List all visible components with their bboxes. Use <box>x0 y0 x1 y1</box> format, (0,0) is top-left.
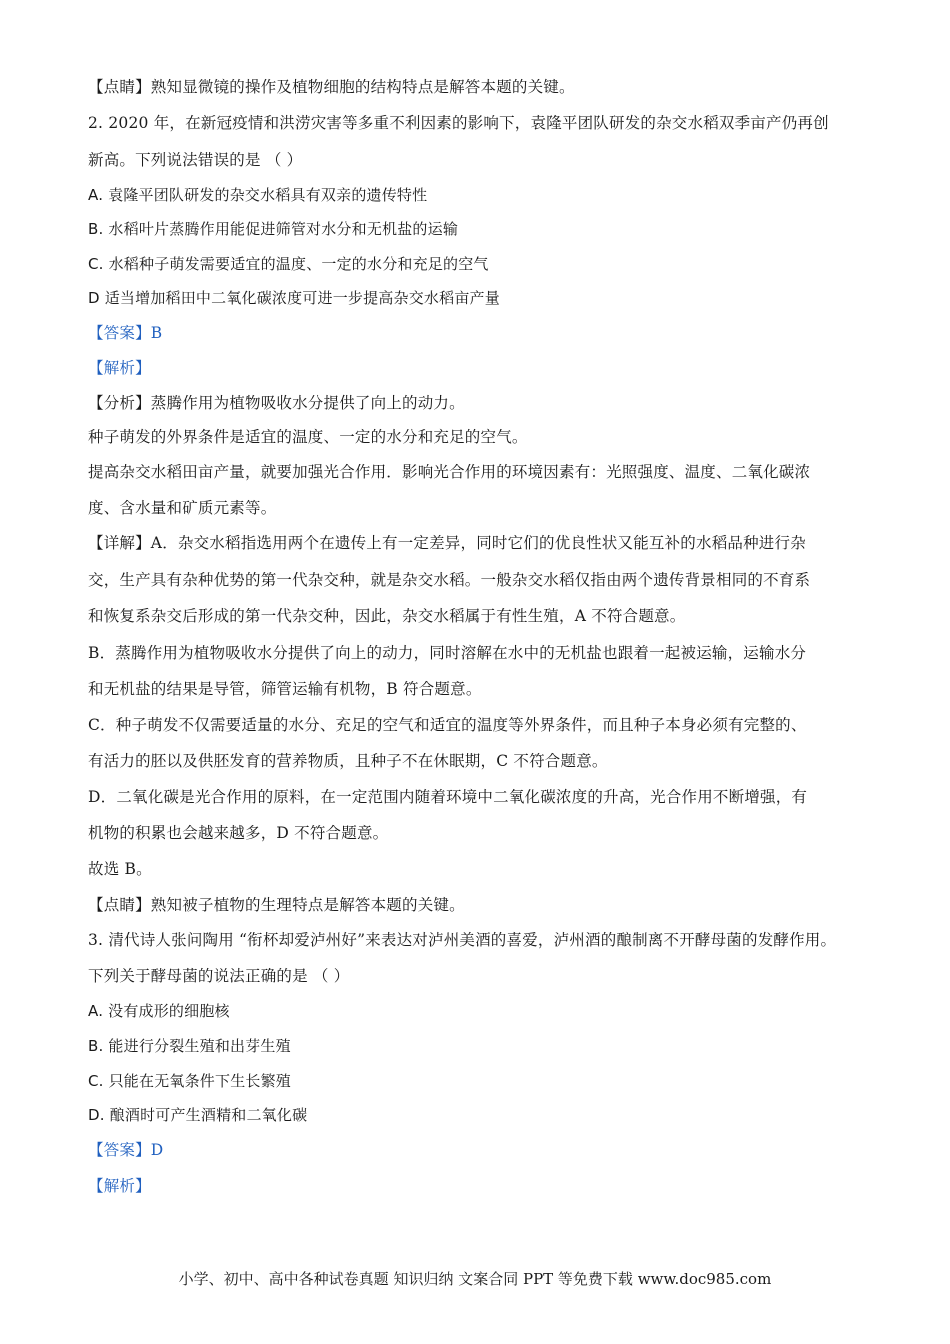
text-line: 和无机盐的结果是导管，筛管运输有机物，B 符合题意。 <box>88 680 482 698</box>
text-line: 故选 B。 <box>88 860 152 878</box>
page-footer: 小学、初中、高中各种试卷真题 知识归纳 文案合同 PPT 等免费下载 www.doc985.com <box>178 1270 772 1288</box>
option-b: B. 能进行分裂生殖和出芽生殖 <box>88 1037 291 1055</box>
text-line: 有活力的胚以及供胚发育的营养物质，且种子不在休眠期，C 不符合题意。 <box>88 752 608 770</box>
question-stem: 下列关于酵母菌的说法正确的是 （ ） <box>88 967 350 985</box>
option-a: A. 没有成形的细胞核 <box>88 1002 230 1020</box>
text-line: B．蒸腾作用为植物吸收水分提供了向上的动力，同时溶解在水中的无机盐也跟着一起被运输，运输水分 <box>88 644 807 662</box>
option-b: B. 水稻叶片蒸腾作用能促进筛管对水分和无机盐的运输 <box>88 220 459 238</box>
question-stem: 2. 2020 年，在新冠疫情和洪涝灾害等多重不利因素的影响下，袁隆平团队研发的杂交水稻双季亩产仍再创 <box>88 114 829 132</box>
text-line: 【分析】蒸腾作用为植物吸收水分提供了向上的动力。 <box>88 394 465 412</box>
text-line: 【点睛】熟知显微镜的操作及植物细胞的结构特点是解答本题的关键。 <box>88 78 575 96</box>
text-line: 和恢复系杂交后形成的第一代杂交种，因此，杂交水稻属于有性生殖，A 不符合题意。 <box>88 607 686 625</box>
text-line: 交，生产具有杂种优势的第一代杂交种，就是杂交水稻。一般杂交水稻仅指由两个遗传背景相同的不育系 <box>88 571 811 589</box>
option-c: C. 只能在无氧条件下生长繁殖 <box>88 1072 292 1090</box>
option-d: D. 酿酒时可产生酒精和二氧化碳 <box>88 1106 308 1124</box>
text-line: 【详解】A．杂交水稻指选用两个在遗传上有一定差异，同时它们的优良性状又能互补的水稻品种进行杂 <box>88 534 806 552</box>
text-line: C．种子萌发不仅需要适量的水分、充足的空气和适宜的温度等外界条件，而且种子本身必须有完整的、 <box>88 716 807 734</box>
text-line: 机物的积累也会越来越多，D 不符合题意。 <box>88 824 389 842</box>
question-stem: 3. 清代诗人张问陶用 “衔杯却爱泸州好”来表达对泸州美酒的喜爱，泸州酒的酿制离不开酵母菌的发酵作用。 <box>88 931 837 949</box>
answer-label: 【答案】B <box>88 324 163 342</box>
option-c: C. 水稻种子萌发需要适宜的温度、一定的水分和充足的空气 <box>88 255 489 273</box>
text-line: D．二氧化碳是光合作用的原料，在一定范围内随着环境中二氧化碳浓度的升高，光合作用不断增强，有 <box>88 788 808 806</box>
option-a: A. 袁隆平团队研发的杂交水稻具有双亲的遗传特性 <box>88 186 428 204</box>
text-line: 提高杂交水稻田亩产量，就要加强光合作用．影响光合作用的环境因素有：光照强度、温度、二氧化碳浓 <box>88 463 811 481</box>
option-d: D 适当增加稻田中二氧化碳浓度可进一步提高杂交水稻亩产量 <box>88 289 500 307</box>
question-stem: 新高。下列说法错误的是 （ ） <box>88 151 303 169</box>
answer-label: 【答案】D <box>88 1141 164 1159</box>
text-line: 种子萌发的外界条件是适宜的温度、一定的水分和充足的空气。 <box>88 428 528 446</box>
text-line: 【点睛】熟知被子植物的生理特点是解答本题的关键。 <box>88 896 465 914</box>
text-line: 度、含水量和矿质元素等。 <box>88 499 277 517</box>
analysis-label: 【解析】 <box>88 359 151 377</box>
analysis-label: 【解析】 <box>88 1177 151 1195</box>
